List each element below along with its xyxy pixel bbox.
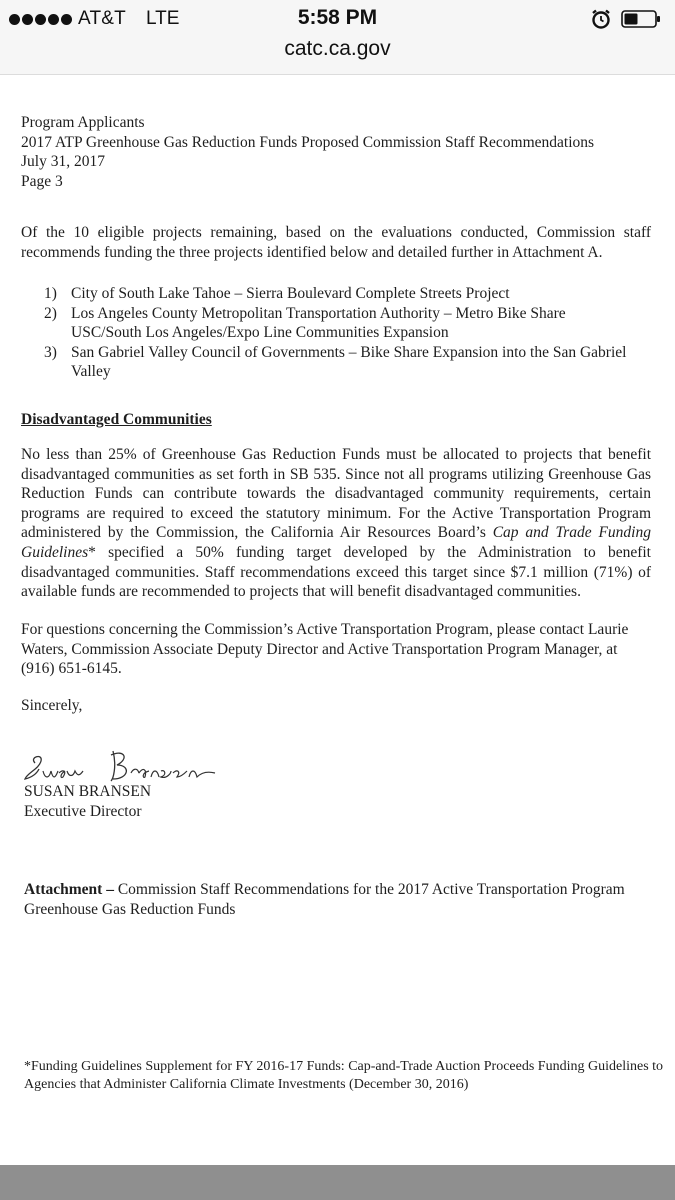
intro-paragraph: Of the 10 eligible projects remaining, based on the evaluations conducted, Commission staff recommends funding the three projects identified below and detailed further in Attachment A. [21, 224, 651, 261]
list-item-text: San Gabriel Valley Council of Governments – Bike Share Expansion into the San Gabriel [71, 343, 627, 361]
list-item-text: Valley [71, 363, 111, 381]
header-subject: 2017 ATP Greenhouse Gas Reduction Funds Proposed Commission Staff Recommendations [21, 133, 595, 151]
footnote: *Funding Guidelines Supplement for FY 2016-17 Funds: Cap-and-Trade Auction Proceeds Funding Guidelines to Agencies that Administer California Climate Investments (December 30, 2016) [24, 1059, 664, 1092]
questions-paragraph: For questions concerning the Commission’s Active Transportation Program, please contact Laurie Waters, Commission Associate Deputy Director and Active Transportation Program Manager, at (916) 651-6145. [21, 621, 629, 678]
disadvantaged-communities-paragraph [21, 445, 651, 602]
header-page: Page 3 [21, 172, 63, 190]
signer-block [24, 782, 151, 822]
guidelines-title: Cap and Trade Funding Guidelines [21, 524, 651, 561]
list-item-number: 1) [44, 285, 57, 302]
status-bar [0, 0, 675, 75]
list-item-text: Los Angeles County Metropolitan Transportation Authority – Metro Bike Share [71, 304, 566, 322]
status-time: 5:58 PM [297, 6, 378, 29]
document-page [0, 75, 675, 1165]
battery-icon [621, 10, 661, 28]
list-item-number: 3) [44, 343, 57, 361]
list-item [21, 284, 661, 304]
network-type-label: LTE [146, 8, 180, 29]
signer-name: SUSAN BRANSEN [24, 783, 152, 800]
attachment-text: Commission Staff Recommendations for the 2017 Active Transportation Program Greenhouse Gas Reduction Funds [24, 881, 625, 918]
letter-header [21, 113, 651, 191]
paragraph-text: * specified a 50% funding target developed by the Administration to benefit disadvantaged communities. Staff recommendations exceed this target since $7.1 million (71%) of available funds are recommended to projects that will benefit disadvantaged communities. [21, 543, 651, 601]
list-item [21, 343, 661, 382]
paragraph-text: No less than 25% of Greenhouse Gas Reduction Funds must be allocated to projects that benefit disadvantaged communities as set forth in SB 535. Since not all programs utilizing Greenhouse Gas Reduction Funds can contribute towards the disadvantaged community requirements, certain programs are required to exceed the statutory minimum. For the Active Transportation Program administered by the Commission, the California Air Resources Board’s [21, 446, 651, 542]
list-item [21, 304, 661, 343]
project-list [21, 284, 661, 382]
list-item-number: 2) [44, 304, 57, 322]
header-date: July 31, 2017 [21, 153, 105, 171]
address-bar-url[interactable]: catc.ca.gov [284, 37, 391, 60]
header-recipient: Program Applicants [21, 114, 145, 131]
attachment-label: Attachment – [24, 881, 114, 898]
carrier-label: AT&T [78, 8, 126, 29]
list-item-text: USC/South Los Angeles/Expo Line Communities Expansion [71, 324, 449, 342]
closing-salutation: Sincerely, [21, 697, 83, 714]
list-item-text: City of South Lake Tahoe – Sierra Boulevard Complete Streets Project [71, 285, 510, 302]
signer-title: Executive Director [24, 803, 142, 820]
attachment-note [24, 880, 664, 920]
signature-image [21, 743, 221, 785]
bottom-toolbar [0, 1165, 675, 1200]
alarm-clock-icon [590, 8, 612, 30]
section-title-disadvantaged-communities: Disadvantaged Communities [21, 411, 212, 428]
